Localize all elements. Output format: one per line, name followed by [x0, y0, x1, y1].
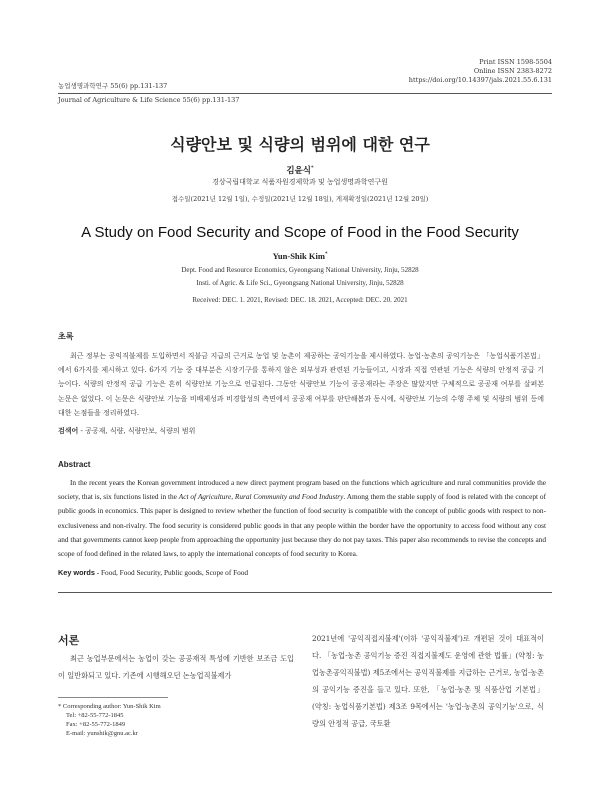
correspondence-block: [58, 702, 161, 738]
doi-link[interactable]: https://doi.org/10.14397/jals.2021.55.6.131: [408, 76, 552, 84]
keywords-en-label: Key words: [58, 568, 95, 577]
korean-author: 김윤식*: [286, 165, 314, 176]
email[interactable]: E-mail: yunshik@gnu.ac.kr: [66, 730, 138, 737]
abstract-en-heading: Abstract: [58, 460, 91, 469]
english-author: Yun-Shik Kim*: [272, 251, 328, 261]
english-dates: Received: DEC. 1. 2021, Revised: DEC. 18. 2021, Accepted: DEC. 20. 2021: [192, 296, 408, 304]
korean-dates: 접수일(2021년 12월 1일), 수정일(2021년 12월 18일), 게재확정일(2021년 12월 20일): [171, 195, 429, 203]
journal-ko: 농업생명과학연구 55(6) pp.131-137: [58, 82, 168, 90]
header-rule: [58, 93, 552, 94]
intro-right-column: 2021년에 '공익직접지불제'(이하 '공익직불제')로 개편된 것이 대표적이다. 「농업·농촌 공익기능 증진 직접지불제도 운영에 관한 법률」(약칭: 농업농촌공익직불법) 제5조에서는 공익직불제를 지급하는 근거로, 농업·농촌의 공익기능 증진을 들고 있다. 또한, 「농업·농촌 및 식품산업 기본법」(약칭: 농업식품기본법) 제3조 9목에서는 '농업·농촌의 공익기능'으로, 식량의 안정적 공급, 국토환: [312, 634, 544, 728]
journal-en: Journal of Agriculture & Life Science 55(6) pp.131-137: [58, 96, 240, 104]
korean-title: 식량안보 및 식량의 범위에 대한 연구: [170, 135, 430, 154]
tel: Tel: +82-55-772-1845: [66, 712, 124, 719]
intro-heading: 서론: [58, 634, 80, 647]
abstract-ko-heading: 초록: [58, 332, 74, 341]
english-title: A Study on Food Security and Scope of Food in the Food Security: [81, 224, 519, 241]
intro-left-column: 최근 농업부문에서는 농업이 갖는 공공재적 특성에 기반한 보조금 도입이 일반화되고 있다. 기존에 시행해오던 논농업직불제가: [58, 654, 294, 680]
keywords-ko-label: 검색어: [58, 426, 79, 435]
abstract-ko-text: 최근 정부는 공익직불제를 도입하면서 직불금 지급의 근거로 농업 및 농촌이 제공하는 공익기능을 제시하였다. 농업·농촌의 공익기능은 「농업식품기본법」에서 6가지를 제시하고 있다. 6가지 기능 중 대부분은 시장기구를 통하지 않은 외부성과 관련된 기능들이고, 시장과 직접 연관된 기능은 식량의 안정적 공급 기능이다. 식량의 안정적 공급 기능은 흔히 식량안보 기능으로 언급된다. 그동안 식량안보 기능이 공공재라는 주장은 많았지만 구체적으로 공공재 여부를 살펴본 논문은 없었다. 이 논문은 식량안보 기능을 비배제성과 비경합성의 측면에서 공공재 여부를 판단해봄과 동시에, 식량안보 기능의 수행 주체 및 식량의 범위 등에 대한 논점들을 정리하였다.: [58, 352, 544, 417]
keywords-ko-list: - 공공재, 식량, 식량안보, 식량의 범위: [80, 427, 196, 435]
section-rule: [58, 592, 552, 593]
keywords-en: [58, 568, 248, 577]
fax: Fax: +82-55-772-1849: [66, 721, 126, 728]
korean-affiliation: 경상국립대학교 식품자원경제학과 및 농업생명과학연구원: [212, 178, 388, 186]
print-issn: Print ISSN 1598-5504: [479, 58, 552, 66]
keywords-en-list: - Food, Food Security, Public goods, Scope of Food: [96, 568, 249, 577]
issn-block: [409, 58, 552, 85]
corresponding-author: * Corresponding author: Yun-Shik Kim: [58, 703, 161, 710]
footnote-rule: [58, 697, 168, 698]
keywords-ko: [58, 426, 195, 436]
abstract-en-text: In the recent years the Korean government introduced a new direct payment program based on the functions which agriculture and rural communities provide the society, that is, six functions listed in the Act of Agriculture, Rural Community and Food Industry. Among them the stable supply of food is related with the concept of public goods in economics. This paper is designed to review whether the function of food security is compatible with the concept of public goods with respect to non-exclusiveness and non-rivalry. The food security is considered public goods in that any people within the border have the opportunity to access food without any cost and that governments cannot keep people from approaching the opportunity just because they do not pay taxes. This paper also recommends to revise the concepts and scope of food defined in the related laws, to apply the international concepts of food security to Korea.: [58, 478, 546, 559]
online-issn: Online ISSN 2383-8272: [473, 67, 552, 75]
act-title: Act of Agriculture, Rural Community and Food Industry: [178, 492, 344, 502]
english-affiliation-1: Dept. Food and Resource Economics, Gyeongsang National University, Jinju, 52828: [181, 266, 419, 274]
english-affiliation-2: Insti. of Agric. & Life Sci., Gyeongsang National University, Jinju, 52828: [196, 279, 404, 287]
